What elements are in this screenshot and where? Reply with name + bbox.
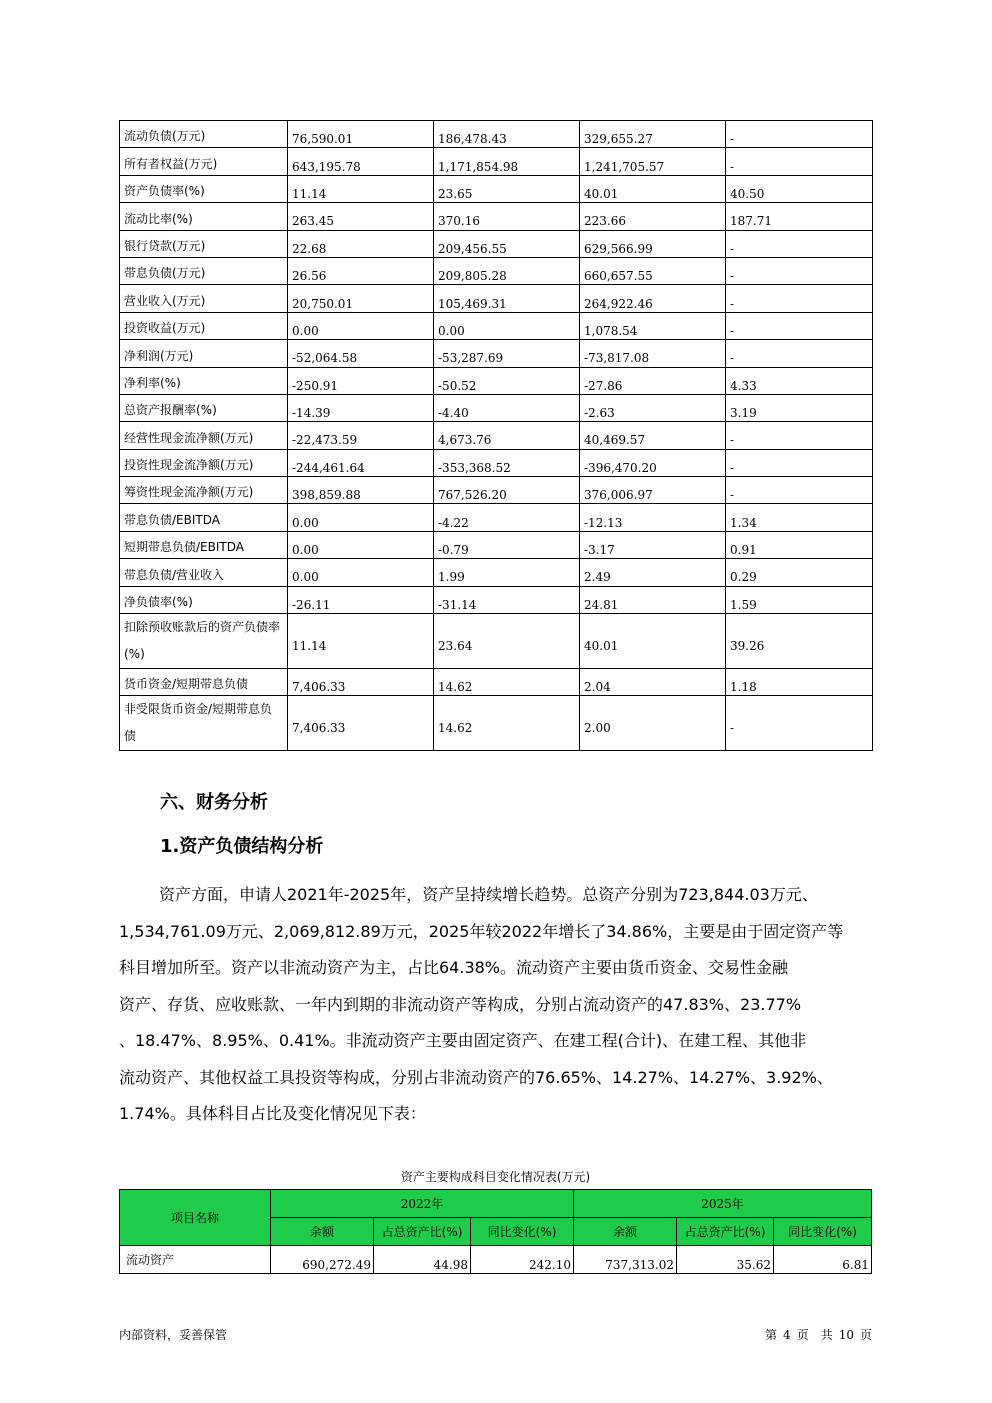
row-label: 投资性现金流净额(万元) — [120, 449, 288, 476]
row-label: 资产负债率(%) — [120, 175, 288, 202]
table-row — [120, 1246, 872, 1274]
paragraph-line: 科目增加所至。资产以非流动资产为主，占比64.38%。流动资产主要由货币资金、交易性金融 — [119, 958, 789, 977]
cell-value: 767,526.20 — [434, 477, 580, 504]
cell-value: 23.64 — [434, 614, 580, 669]
total-pages: 10 — [838, 1328, 854, 1342]
page-suffix: 页 — [859, 1328, 872, 1342]
header-year-2022 — [271, 1190, 574, 1218]
cell-value: 329,655.27 — [580, 121, 726, 148]
cell-value: -52,064.58 — [288, 340, 434, 367]
header-item-name: 项目名称 — [120, 1190, 271, 1246]
cell-value: 40.01 — [580, 614, 726, 669]
cell-value: -12.13 — [580, 504, 726, 531]
row-label: 流动比率(%) — [120, 203, 288, 230]
table-row — [120, 203, 873, 230]
cell-value: 1,241,705.57 — [580, 148, 726, 175]
paragraph-line: 流动资产、其他权益工具投资等构成，分别占非流动资产的76.65%、14.27%、14.27%、3.92%、 — [119, 1067, 833, 1087]
cell-value: - — [726, 148, 873, 175]
table-row — [120, 312, 873, 339]
cell-value: 643,195.78 — [288, 148, 434, 175]
row-label: 流动负债(万元) — [120, 121, 288, 148]
table-caption: 资产主要构成科目变化情况表(万元) — [400, 1170, 591, 1184]
cell-value: 26.56 — [288, 257, 434, 284]
cell-value: 370.16 — [434, 203, 580, 230]
cell-value: - — [726, 696, 873, 751]
cell-value: 660,657.55 — [580, 257, 726, 284]
cell-value: 1.99 — [434, 559, 580, 586]
footer-confidential-note: 内部资料，妥善保管 — [119, 1328, 228, 1342]
cell-value: 0.91 — [726, 531, 873, 558]
row-label: 短期带息负债/EBITDA — [120, 531, 288, 558]
row-label: 净利率(%) — [120, 367, 288, 394]
cell-value: 11.14 — [288, 175, 434, 202]
cell-value: 376,006.97 — [580, 477, 726, 504]
row-label: 带息负债(万元) — [120, 257, 288, 284]
table-row — [120, 531, 873, 558]
cell-value: - — [726, 121, 873, 148]
table-row — [120, 449, 873, 476]
cell-value: 6.81 — [774, 1246, 872, 1274]
row-label: 营业收入(万元) — [120, 285, 288, 312]
section-heading: 六、财务分析 — [160, 792, 268, 813]
row-label: 带息负债/营业收入 — [120, 559, 288, 586]
cell-value: -53,287.69 — [434, 340, 580, 367]
cell-value: 20,750.01 — [288, 285, 434, 312]
table-row — [120, 230, 873, 257]
subheader-yoy: 同比变化(%) — [471, 1218, 574, 1246]
cell-value: 35.62 — [677, 1246, 774, 1274]
row-label: 银行贷款(万元) — [120, 230, 288, 257]
cell-value: - — [726, 257, 873, 284]
paragraph-line: 、18.47%、8.95%、0.41%。非流动资产主要由固定资产、在建工程(合计)、在建工程、其他非 — [119, 1031, 807, 1050]
page-mid: 页 共 — [796, 1328, 833, 1342]
cell-value: 14.62 — [434, 696, 580, 751]
cell-value: 7,406.33 — [288, 696, 434, 751]
table-row — [120, 148, 873, 175]
asset-analysis-paragraph — [119, 877, 872, 1133]
header-year-2025 — [574, 1190, 872, 1218]
cell-value: -396,470.20 — [580, 449, 726, 476]
cell-value: 40,469.57 — [580, 422, 726, 449]
cell-value: -50.52 — [434, 367, 580, 394]
subheader-yoy: 同比变化(%) — [774, 1218, 872, 1246]
row-label: 总资产报酬率(%) — [120, 394, 288, 421]
cell-value: - — [726, 477, 873, 504]
paragraph-line: 1.74%。具体科目占比及变化情况见下表： — [119, 1104, 426, 1123]
cell-value: - — [726, 422, 873, 449]
cell-value: 187.71 — [726, 203, 873, 230]
cell-value: 40.01 — [580, 175, 726, 202]
subsection-heading: 1.资产负债结构分析 — [160, 836, 324, 857]
cell-value: - — [726, 230, 873, 257]
table-row — [120, 669, 873, 696]
cell-value: 2.04 — [580, 669, 726, 696]
cell-value: 44.98 — [374, 1246, 471, 1274]
subheader-balance: 余额 — [271, 1218, 374, 1246]
cell-value: 105,469.31 — [434, 285, 580, 312]
table-row — [120, 422, 873, 449]
row-label: 非受限货币资金/短期带息负债 — [120, 696, 288, 751]
cell-value: -27.86 — [580, 367, 726, 394]
cell-value: 0.00 — [288, 559, 434, 586]
table-row — [120, 614, 873, 669]
cell-value: -353,368.52 — [434, 449, 580, 476]
cell-value: -31.14 — [434, 586, 580, 613]
row-label: 经营性现金流净额(万元) — [120, 422, 288, 449]
cell-value: 14.62 — [434, 669, 580, 696]
cell-value: 209,805.28 — [434, 257, 580, 284]
table-row — [120, 121, 873, 148]
cell-value: 0.29 — [726, 559, 873, 586]
table-row — [120, 367, 873, 394]
cell-value: 0.00 — [288, 531, 434, 558]
asset-composition-table — [119, 1189, 872, 1274]
table-row — [120, 559, 873, 586]
subheader-share: 占总资产比(%) — [374, 1218, 471, 1246]
cell-value: 223.66 — [580, 203, 726, 230]
row-label: 筹资性现金流净额(万元) — [120, 477, 288, 504]
cell-value: 2.00 — [580, 696, 726, 751]
cell-value: -3.17 — [580, 531, 726, 558]
table-row — [120, 257, 873, 284]
cell-value: 4.33 — [726, 367, 873, 394]
cell-value: -73,817.08 — [580, 340, 726, 367]
cell-value: 7,406.33 — [288, 669, 434, 696]
cell-value: 263.45 — [288, 203, 434, 230]
cell-value: -4.22 — [434, 504, 580, 531]
current-page: 4 — [783, 1328, 791, 1342]
cell-value: 186,478.43 — [434, 121, 580, 148]
row-label: 流动资产 — [120, 1246, 271, 1274]
cell-value: 76,590.01 — [288, 121, 434, 148]
cell-value: 40.50 — [726, 175, 873, 202]
table-row — [120, 285, 873, 312]
table-row — [120, 504, 873, 531]
subheader-balance: 余额 — [574, 1218, 677, 1246]
cell-value: 1,171,854.98 — [434, 148, 580, 175]
row-label: 货币资金/短期带息负债 — [120, 669, 288, 696]
cell-value: -244,461.64 — [288, 449, 434, 476]
cell-value: 0.00 — [434, 312, 580, 339]
row-label: 净负债率(%) — [120, 586, 288, 613]
cell-value: - — [726, 449, 873, 476]
cell-value: - — [726, 312, 873, 339]
cell-value: 1.59 — [726, 586, 873, 613]
page-number — [765, 1326, 872, 1343]
cell-value: 1.34 — [726, 504, 873, 531]
cell-value: 23.65 — [434, 175, 580, 202]
cell-value: 24.81 — [580, 586, 726, 613]
cell-value: 11.14 — [288, 614, 434, 669]
table-row — [120, 340, 873, 367]
cell-value: 2.49 — [580, 559, 726, 586]
cell-value: 3.19 — [726, 394, 873, 421]
table-row — [120, 394, 873, 421]
cell-value: -2.63 — [580, 394, 726, 421]
row-label: 带息负债/EBITDA — [120, 504, 288, 531]
paragraph-line: 1,534,761.09万元、2,069,812.89万元，2025年较2022年增长了34.86%，主要是由于固定资产等 — [119, 921, 844, 941]
cell-value: -26.11 — [288, 586, 434, 613]
table-row — [120, 586, 873, 613]
cell-value: 1.18 — [726, 669, 873, 696]
cell-value: -4.40 — [434, 394, 580, 421]
cell-value: 0.00 — [288, 312, 434, 339]
cell-value: 0.00 — [288, 504, 434, 531]
table-row — [120, 175, 873, 202]
cell-value: 209,456.55 — [434, 230, 580, 257]
cell-value: - — [726, 340, 873, 367]
paragraph-line: 资产、存货、应收账款、一年内到期的非流动资产等构成，分别占流动资产的47.83%、23.77% — [119, 994, 802, 1014]
cell-value: 39.26 — [726, 614, 873, 669]
financial-indicator-table — [119, 120, 873, 751]
cell-value: -22,473.59 — [288, 422, 434, 449]
cell-value: -0.79 — [434, 531, 580, 558]
cell-value: 737,313.02 — [574, 1246, 677, 1274]
year-label: 2022年 — [400, 1197, 444, 1211]
row-label: 扣除预收账款后的资产负债率(%) — [120, 614, 288, 669]
table-row — [120, 696, 873, 751]
cell-value: 398,859.88 — [288, 477, 434, 504]
cell-value: 690,272.49 — [271, 1246, 374, 1274]
table-row — [120, 477, 873, 504]
row-label: 所有者权益(万元) — [120, 148, 288, 175]
cell-value: 242.10 — [471, 1246, 574, 1274]
cell-value: 629,566.99 — [580, 230, 726, 257]
cell-value: -250.91 — [288, 367, 434, 394]
row-label: 净利润(万元) — [120, 340, 288, 367]
cell-value: - — [726, 285, 873, 312]
row-label: 投资收益(万元) — [120, 312, 288, 339]
year-label: 2025年 — [701, 1197, 744, 1211]
page-prefix: 第 — [765, 1328, 778, 1342]
cell-value: 1,078.54 — [580, 312, 726, 339]
cell-value: -14.39 — [288, 394, 434, 421]
subheader-share: 占总资产比(%) — [677, 1218, 774, 1246]
paragraph-line: 资产方面，申请人2021年-2025年，资产呈持续增长趋势。总资产分别为723,844.03万元、 — [159, 885, 818, 904]
cell-value: 22.68 — [288, 230, 434, 257]
cell-value: 264,922.46 — [580, 285, 726, 312]
cell-value: 4,673.76 — [434, 422, 580, 449]
